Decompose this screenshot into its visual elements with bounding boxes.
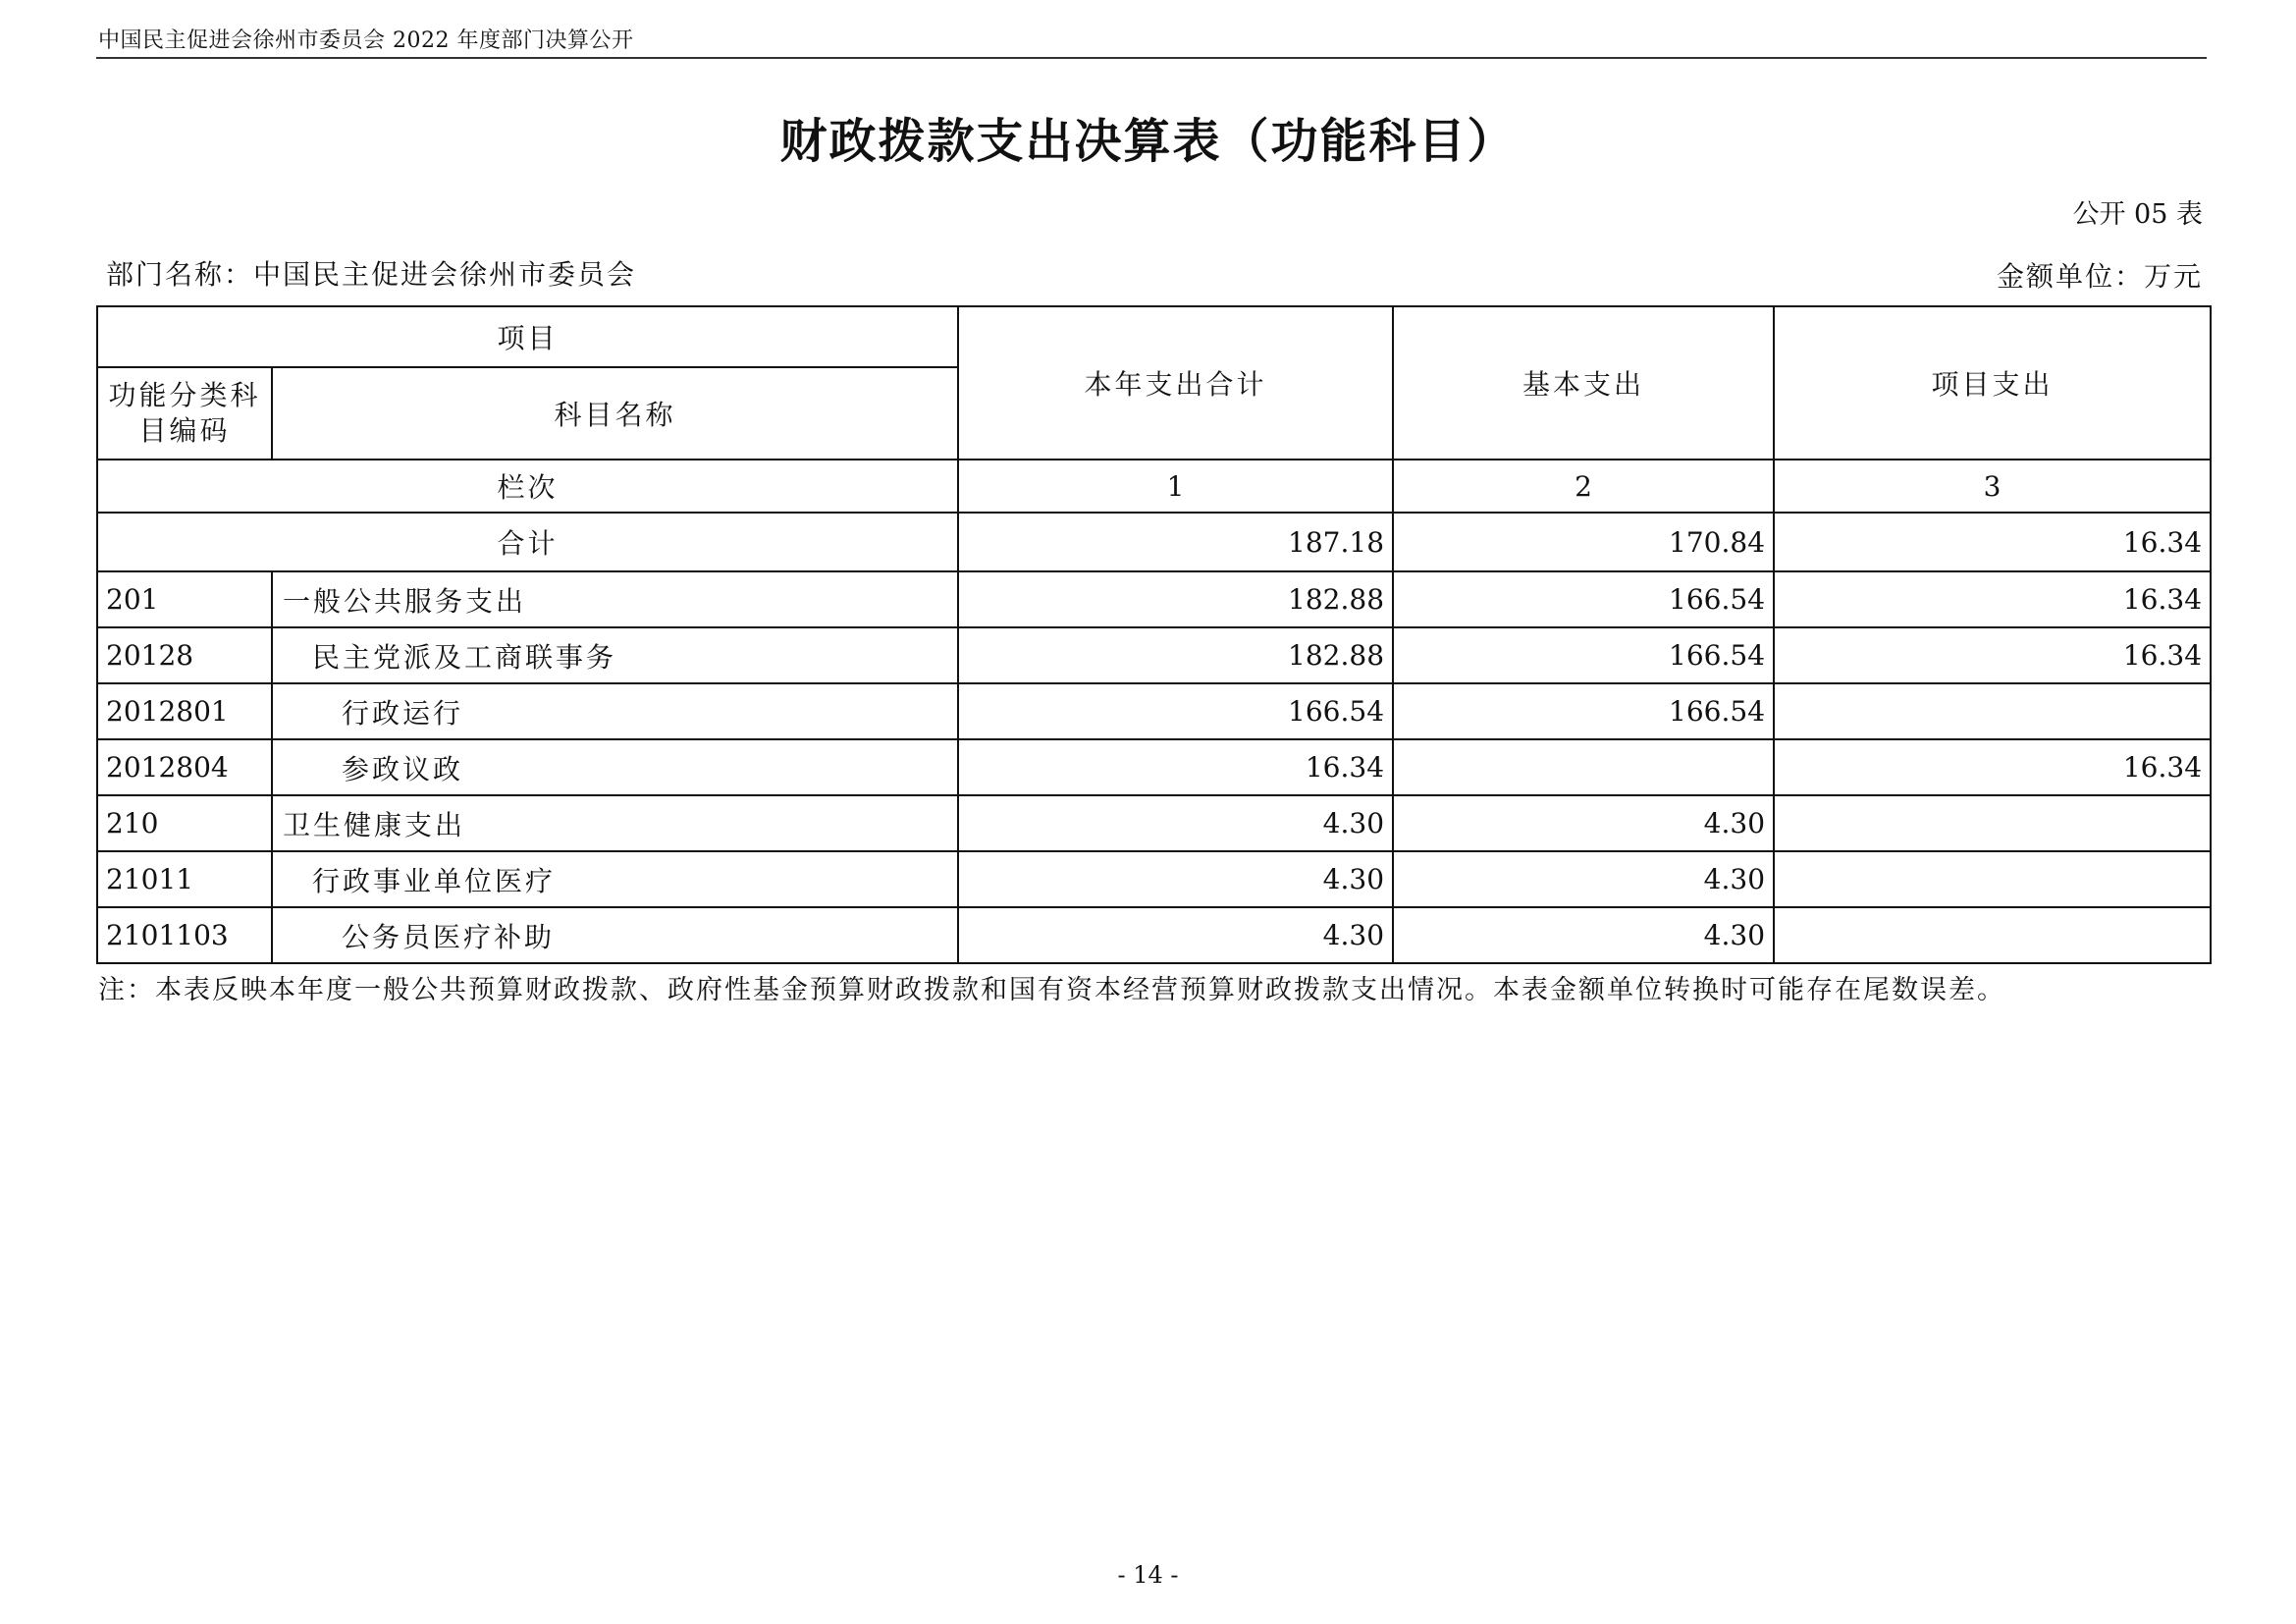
table-row — [97, 795, 2211, 851]
header-basic-expenditure: 基本支出 — [1393, 306, 1774, 460]
column-index-1: 1 — [958, 460, 1393, 513]
row-basic — [1393, 739, 1774, 795]
row-year-total: 4.30 — [958, 907, 1393, 963]
row-project: 16.34 — [1774, 627, 2211, 683]
table-row — [97, 907, 2211, 963]
header-rule — [96, 57, 2207, 59]
row-project: 16.34 — [1774, 571, 2211, 627]
row-year-total: 182.88 — [958, 571, 1393, 627]
row-project: 16.34 — [1774, 739, 2211, 795]
row-basic: 166.54 — [1393, 571, 1774, 627]
row-subject-name: 公务员医疗补助 — [272, 907, 958, 963]
total-label: 合计 — [97, 513, 958, 571]
total-project-amount: 16.34 — [1774, 513, 2211, 571]
row-subject-name: 行政运行 — [272, 683, 958, 739]
row-project — [1774, 795, 2211, 851]
row-code: 2012801 — [97, 683, 272, 739]
row-year-total: 4.30 — [958, 795, 1393, 851]
row-code: 210 — [97, 795, 272, 851]
row-basic: 4.30 — [1393, 851, 1774, 907]
row-subject-name: 民主党派及工商联事务 — [272, 627, 958, 683]
row-subject-name: 一般公共服务支出 — [272, 571, 958, 627]
total-year-amount: 187.18 — [958, 513, 1393, 571]
expenditure-table — [96, 305, 2212, 964]
row-year-total: 4.30 — [958, 851, 1393, 907]
header-subject-name: 科目名称 — [272, 367, 958, 460]
table-row — [97, 683, 2211, 739]
table-row — [97, 851, 2211, 907]
table-row — [97, 571, 2211, 627]
table-footnote: 注：本表反映本年度一般公共预算财政拨款、政府性基金预算财政拨款和国有资本经营预算财政拨款支出情况。本表金额单位转换时可能存在尾数误差。 — [98, 975, 2005, 1005]
row-basic: 4.30 — [1393, 795, 1774, 851]
row-subject-name: 卫生健康支出 — [272, 795, 958, 851]
page-number: - 14 - — [1117, 1561, 1179, 1589]
row-code: 21011 — [97, 851, 272, 907]
row-subject-name: 参政议政 — [272, 739, 958, 795]
row-code: 2012804 — [97, 739, 272, 795]
row-code: 201 — [97, 571, 272, 627]
header-project-expenditure: 项目支出 — [1774, 306, 2211, 460]
row-subject-name: 行政事业单位医疗 — [272, 851, 958, 907]
column-index-2: 2 — [1393, 460, 1774, 513]
row-basic: 166.54 — [1393, 627, 1774, 683]
row-project — [1774, 683, 2211, 739]
form-number: 公开 05 表 — [2072, 199, 2203, 230]
row-basic: 4.30 — [1393, 907, 1774, 963]
total-basic-amount: 170.84 — [1393, 513, 1774, 571]
header-item: 项目 — [97, 306, 958, 367]
header-year-total: 本年支出合计 — [958, 306, 1393, 460]
page-title: 财政拨款支出决算表（功能科目） — [779, 114, 1517, 169]
row-year-total: 182.88 — [958, 627, 1393, 683]
column-index-3: 3 — [1774, 460, 2211, 513]
row-basic: 166.54 — [1393, 683, 1774, 739]
table-row — [97, 627, 2211, 683]
column-index-label: 栏次 — [97, 460, 958, 513]
table-row — [97, 739, 2211, 795]
row-code: 2101103 — [97, 907, 272, 963]
row-code: 20128 — [97, 627, 272, 683]
header-function-code: 功能分类科目编码 — [97, 367, 272, 460]
row-project — [1774, 851, 2211, 907]
department-name: 部门名称：中国民主促进会徐州市委员会 — [106, 258, 637, 291]
row-year-total: 166.54 — [958, 683, 1393, 739]
row-year-total: 16.34 — [958, 739, 1393, 795]
amount-unit: 金额单位：万元 — [1996, 260, 2203, 293]
running-header: 中国民主促进会徐州市委员会 2022 年度部门决算公开 — [98, 28, 634, 53]
total-row — [97, 513, 2211, 571]
row-project — [1774, 907, 2211, 963]
